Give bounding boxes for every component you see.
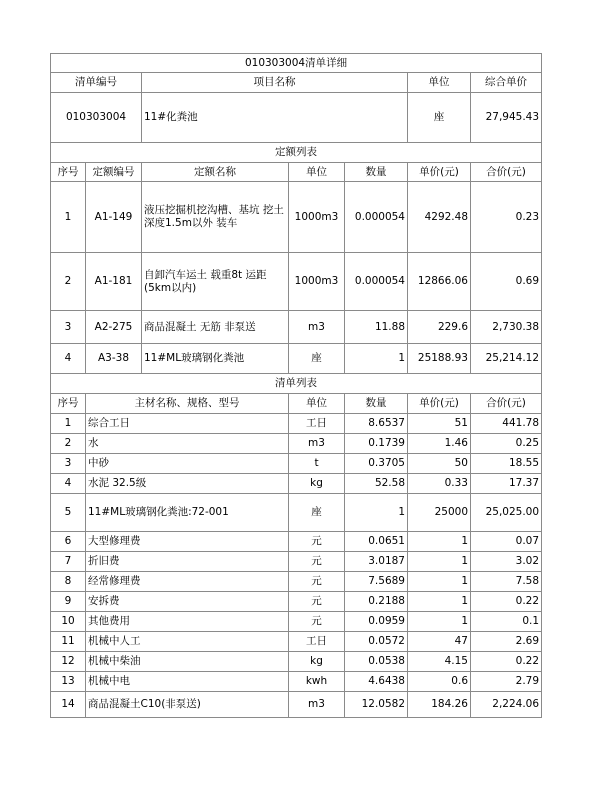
quota-section-title: 定额列表 xyxy=(51,143,542,163)
item-code: 010303004 xyxy=(51,93,142,143)
quota-unit: 座 xyxy=(289,344,345,374)
material-qty: 3.0187 xyxy=(345,552,408,572)
quota-name: 11#ML玻璃钢化粪池 xyxy=(142,344,289,374)
quota-unit: m3 xyxy=(289,311,345,344)
material-name: 经常修理费 xyxy=(86,572,289,592)
quota-row xyxy=(51,253,542,311)
material-no: 4 xyxy=(51,474,86,494)
material-total: 2,224.06 xyxy=(471,692,542,718)
quota-price: 12866.06 xyxy=(408,253,471,311)
material-total: 0.22 xyxy=(471,592,542,612)
material-no: 10 xyxy=(51,612,86,632)
table-title: 010303004清单详细 xyxy=(51,54,542,73)
material-row xyxy=(51,474,542,494)
materials-col-price: 单价(元) xyxy=(408,394,471,414)
quota-no: 3 xyxy=(51,311,86,344)
material-total: 0.22 xyxy=(471,652,542,672)
material-price: 1.46 xyxy=(408,434,471,454)
material-row xyxy=(51,592,542,612)
quota-row xyxy=(51,311,542,344)
material-name: 机械中人工 xyxy=(86,632,289,652)
name-header: 项目名称 xyxy=(142,73,408,93)
item-row xyxy=(51,93,542,143)
price-header: 综合单价 xyxy=(471,73,542,93)
material-unit: m3 xyxy=(289,692,345,718)
material-unit: 工日 xyxy=(289,414,345,434)
material-qty: 0.0651 xyxy=(345,532,408,552)
material-no: 5 xyxy=(51,494,86,532)
material-no: 11 xyxy=(51,632,86,652)
material-price: 50 xyxy=(408,454,471,474)
material-row xyxy=(51,672,542,692)
material-total: 17.37 xyxy=(471,474,542,494)
material-no: 12 xyxy=(51,652,86,672)
material-row xyxy=(51,494,542,532)
quota-qty: 0.000054 xyxy=(345,182,408,253)
quota-col-price: 单价(元) xyxy=(408,163,471,182)
quota-col-qty: 数量 xyxy=(345,163,408,182)
material-no: 14 xyxy=(51,692,86,718)
material-qty: 0.0538 xyxy=(345,652,408,672)
material-total: 2.69 xyxy=(471,632,542,652)
quota-code: A1-181 xyxy=(86,253,142,311)
quota-no: 1 xyxy=(51,182,86,253)
materials-col-qty: 数量 xyxy=(345,394,408,414)
material-qty: 1 xyxy=(345,494,408,532)
material-price: 1 xyxy=(408,572,471,592)
quota-no: 4 xyxy=(51,344,86,374)
material-qty: 0.0959 xyxy=(345,612,408,632)
code-header: 清单编号 xyxy=(51,73,142,93)
quota-header-row xyxy=(51,163,542,182)
material-unit: kg xyxy=(289,474,345,494)
item-price: 27,945.43 xyxy=(471,93,542,143)
material-unit: 元 xyxy=(289,612,345,632)
material-no: 1 xyxy=(51,414,86,434)
unit-header: 单位 xyxy=(408,73,471,93)
quota-no: 2 xyxy=(51,253,86,311)
material-price: 184.26 xyxy=(408,692,471,718)
item-name: 11#化粪池 xyxy=(142,93,408,143)
quota-total: 0.69 xyxy=(471,253,542,311)
material-price: 1 xyxy=(408,552,471,572)
table-body xyxy=(51,54,542,718)
material-row xyxy=(51,572,542,592)
material-name: 综合工日 xyxy=(86,414,289,434)
material-qty: 4.6438 xyxy=(345,672,408,692)
quota-price: 229.6 xyxy=(408,311,471,344)
material-unit: 工日 xyxy=(289,632,345,652)
material-name: 商品混凝土C10(非泵送) xyxy=(86,692,289,718)
material-qty: 52.58 xyxy=(345,474,408,494)
material-qty: 8.6537 xyxy=(345,414,408,434)
material-price: 51 xyxy=(408,414,471,434)
material-total: 0.1 xyxy=(471,612,542,632)
header-row xyxy=(51,73,542,93)
quota-qty: 0.000054 xyxy=(345,253,408,311)
material-name: 水泥 32.5级 xyxy=(86,474,289,494)
material-price: 0.6 xyxy=(408,672,471,692)
material-total: 25,025.00 xyxy=(471,494,542,532)
quota-total: 0.23 xyxy=(471,182,542,253)
material-row xyxy=(51,612,542,632)
material-unit: kwh xyxy=(289,672,345,692)
material-row xyxy=(51,692,542,718)
material-unit: 元 xyxy=(289,572,345,592)
quota-code: A3-38 xyxy=(86,344,142,374)
material-name: 安拆费 xyxy=(86,592,289,612)
material-row xyxy=(51,454,542,474)
material-unit: 元 xyxy=(289,552,345,572)
material-price: 1 xyxy=(408,532,471,552)
material-total: 0.07 xyxy=(471,532,542,552)
quota-row xyxy=(51,344,542,374)
quota-unit: 1000m3 xyxy=(289,253,345,311)
quota-name: 自卸汽车运土 载重8t 运距(5km以内) xyxy=(142,253,289,311)
material-no: 13 xyxy=(51,672,86,692)
quota-total: 25,214.12 xyxy=(471,344,542,374)
material-price: 1 xyxy=(408,592,471,612)
materials-col-unit: 单位 xyxy=(289,394,345,414)
material-price: 4.15 xyxy=(408,652,471,672)
quota-price: 25188.93 xyxy=(408,344,471,374)
quota-name: 液压挖掘机挖沟槽、基坑 挖土深度1.5m以外 装车 xyxy=(142,182,289,253)
material-total: 0.25 xyxy=(471,434,542,454)
material-no: 6 xyxy=(51,532,86,552)
material-row xyxy=(51,552,542,572)
material-name: 机械中电 xyxy=(86,672,289,692)
quota-code: A1-149 xyxy=(86,182,142,253)
quota-section-row xyxy=(51,143,542,163)
quota-total: 2,730.38 xyxy=(471,311,542,344)
material-no: 3 xyxy=(51,454,86,474)
item-unit: 座 xyxy=(408,93,471,143)
material-unit: 元 xyxy=(289,532,345,552)
material-name: 水 xyxy=(86,434,289,454)
material-qty: 12.0582 xyxy=(345,692,408,718)
material-no: 2 xyxy=(51,434,86,454)
materials-col-no: 序号 xyxy=(51,394,86,414)
material-qty: 0.2188 xyxy=(345,592,408,612)
material-total: 7.58 xyxy=(471,572,542,592)
material-total: 441.78 xyxy=(471,414,542,434)
material-no: 7 xyxy=(51,552,86,572)
material-row xyxy=(51,414,542,434)
quota-col-no: 序号 xyxy=(51,163,86,182)
materials-header-row xyxy=(51,394,542,414)
material-row xyxy=(51,434,542,454)
material-price: 25000 xyxy=(408,494,471,532)
material-no: 8 xyxy=(51,572,86,592)
quota-code: A2-275 xyxy=(86,311,142,344)
material-name: 11#ML玻璃钢化粪池:72-001 xyxy=(86,494,289,532)
quota-row xyxy=(51,182,542,253)
materials-col-name: 主材名称、规格、型号 xyxy=(86,394,289,414)
material-name: 其他费用 xyxy=(86,612,289,632)
materials-col-total: 合价(元) xyxy=(471,394,542,414)
material-price: 47 xyxy=(408,632,471,652)
material-qty: 0.0572 xyxy=(345,632,408,652)
quota-qty: 11.88 xyxy=(345,311,408,344)
quota-col-total: 合价(元) xyxy=(471,163,542,182)
quota-qty: 1 xyxy=(345,344,408,374)
materials-section-title: 清单列表 xyxy=(51,374,542,394)
material-total: 3.02 xyxy=(471,552,542,572)
material-unit: 座 xyxy=(289,494,345,532)
material-name: 机械中柴油 xyxy=(86,652,289,672)
material-row xyxy=(51,652,542,672)
material-name: 折旧费 xyxy=(86,552,289,572)
material-row xyxy=(51,532,542,552)
material-name: 大型修理费 xyxy=(86,532,289,552)
quota-col-name: 定额名称 xyxy=(142,163,289,182)
bill-detail-table xyxy=(50,53,542,718)
material-row xyxy=(51,632,542,652)
title-row xyxy=(51,54,542,73)
material-price: 0.33 xyxy=(408,474,471,494)
quota-name: 商品混凝土 无筋 非泵送 xyxy=(142,311,289,344)
material-qty: 0.3705 xyxy=(345,454,408,474)
quota-price: 4292.48 xyxy=(408,182,471,253)
materials-section-row xyxy=(51,374,542,394)
material-total: 18.55 xyxy=(471,454,542,474)
material-price: 1 xyxy=(408,612,471,632)
material-qty: 7.5689 xyxy=(345,572,408,592)
quota-col-code: 定额编号 xyxy=(86,163,142,182)
quota-col-unit: 单位 xyxy=(289,163,345,182)
material-unit: t xyxy=(289,454,345,474)
material-qty: 0.1739 xyxy=(345,434,408,454)
quota-unit: 1000m3 xyxy=(289,182,345,253)
material-unit: kg xyxy=(289,652,345,672)
material-total: 2.79 xyxy=(471,672,542,692)
material-unit: m3 xyxy=(289,434,345,454)
material-no: 9 xyxy=(51,592,86,612)
material-unit: 元 xyxy=(289,592,345,612)
material-name: 中砂 xyxy=(86,454,289,474)
